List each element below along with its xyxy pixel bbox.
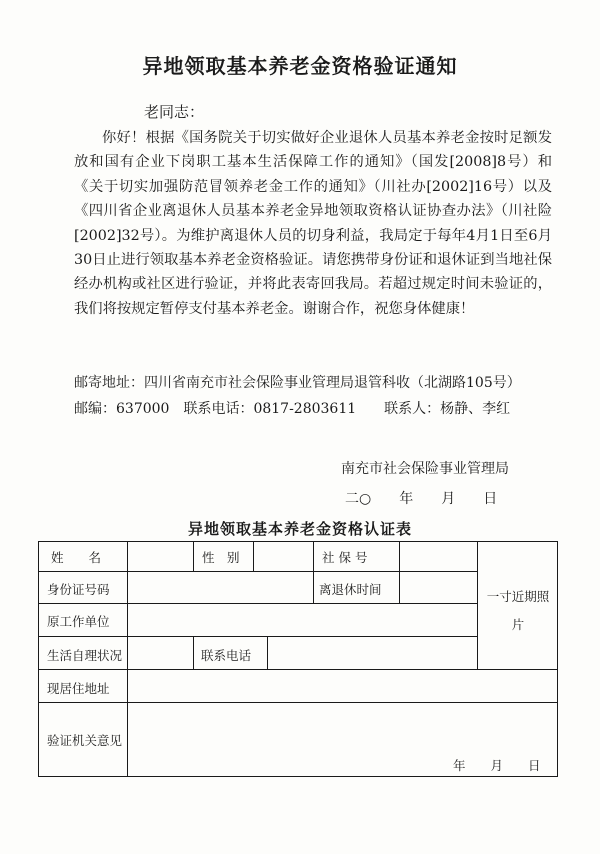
label-current-address: 现居住地址: [47, 681, 110, 696]
label-photo: 一寸近期照片: [486, 589, 550, 632]
label-name: 姓 名: [51, 550, 102, 565]
signature-date: 二○ 年 月 日: [345, 491, 498, 507]
column-divider: [193, 636, 194, 669]
column-divider: [253, 542, 254, 571]
mailing-address: 邮寄地址：四川省南充市社会保险事业管理局退管科收（北湖路105号）: [74, 375, 521, 391]
label-retirement-time: 离退休时间: [319, 582, 382, 597]
column-divider: [193, 542, 194, 571]
label-verification-opinion: 验证机关意见: [47, 733, 123, 748]
label-self-care-status: 生活自理状况: [47, 648, 123, 663]
row-divider: [39, 603, 477, 604]
label-id-number: 身份证号码: [47, 582, 110, 597]
label-former-employer: 原工作单位: [47, 614, 110, 629]
greeting: 老同志：: [144, 103, 205, 121]
photo-column-divider: [477, 542, 478, 669]
row-divider: [39, 702, 557, 703]
column-divider: [399, 542, 400, 603]
label-gender: 性 别: [202, 550, 240, 565]
signature-organization: 南充市社会保险事业管理局: [341, 461, 509, 477]
label-social-security-no: 社 保 号: [322, 550, 368, 565]
verification-date: 年 月 日: [453, 758, 541, 773]
column-divider: [127, 542, 128, 776]
column-divider: [313, 542, 314, 603]
row-divider: [39, 636, 477, 637]
contact-info: 邮编：637000 联系电话：0817-2803611 联系人：杨静、李红: [74, 401, 511, 417]
notice-title: 异地领取基本养老金资格验证通知: [142, 54, 458, 78]
row-divider: [39, 571, 477, 572]
notice-body: 你好！根据《国务院关于切实做好企业退休人员基本养老金按时足额发放和国有企业下岗职工基本生活保障工作的通知》（国发[2008]8号）和《关于切实加强防范冒领养老金工作的通知》（川社办[2002]16号）以及《四川省企业离退休人员基本养老金异地领取资格认证协查办法》（川社险[2002]32号）。为维护离退休人员的切身利益，我局定于每年4月1日至6月30日止进行领取基本养老金资格验证。请您携带身份证和退休证到当地社保经办机构或社区进行验证，并将此表寄回我局。若超过规定时间未验证的，我们将按规定暂停支付基本养老金。谢谢合作，祝您身体健康！: [74, 130, 552, 317]
certification-form-table: [38, 541, 558, 777]
form-title: 异地领取基本养老金资格认证表: [187, 520, 412, 538]
column-divider: [267, 636, 268, 669]
label-contact-phone: 联系电话: [201, 648, 252, 663]
row-divider: [39, 669, 557, 670]
